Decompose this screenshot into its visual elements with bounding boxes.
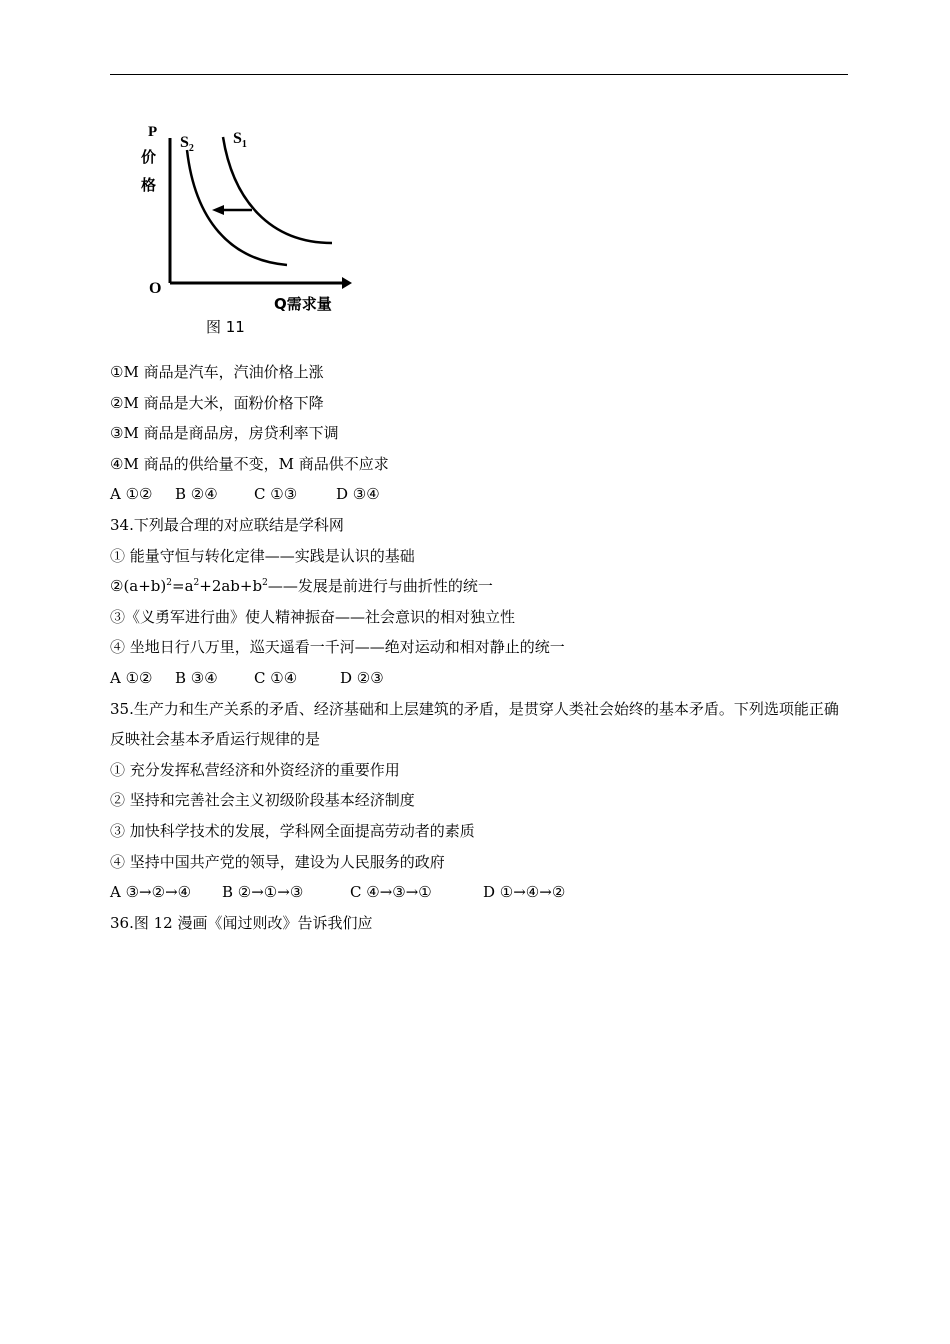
q35-option-c: C ④→③→① xyxy=(350,883,432,902)
q36-stem: 36.图 12 漫画《闻过则改》告诉我们应 xyxy=(110,913,373,932)
q35-stem: 35.生产力和生产关系的矛盾、经济基础和上层建筑的矛盾，是贯穿人类社会始终的基本矛盾。下列选项能正确反映社会基本矛盾运行规律的是 xyxy=(110,699,839,749)
q34-item-1: ① 能量守恒与转化定律——实践是认识的基础 xyxy=(110,546,415,565)
q-axis-label: Q需求量 xyxy=(274,295,332,313)
q33-option-b: B ②④ xyxy=(175,485,218,504)
q35-option-b: B ②→①→③ xyxy=(222,883,304,902)
figure-11-supply-curve xyxy=(140,110,370,340)
figure-caption: 图 11 xyxy=(206,318,245,336)
q35-option-d: D ①→④→② xyxy=(483,883,566,902)
q35-item-2: ② 坚持和完善社会主义初级阶段基本经济制度 xyxy=(110,791,415,810)
header-rule xyxy=(110,74,848,75)
s2-curve xyxy=(187,150,287,265)
question-content xyxy=(110,357,850,938)
s1-curve xyxy=(223,137,332,243)
s2-label: $S_2$ xyxy=(180,134,194,154)
q35-item-1: ① 充分发挥私营经济和外资经济的重要作用 xyxy=(110,760,400,779)
q33-item-4: ④M 商品的供给量不变，M 商品供不应求 xyxy=(110,454,389,473)
q33-options xyxy=(110,479,850,510)
q34-option-c: C ①④ xyxy=(254,668,298,687)
q34-options xyxy=(110,663,850,694)
q34-item-3: ③《义勇军进行曲》使人精神振奋——社会意识的相对独立性 xyxy=(110,607,516,626)
q33-option-a: A ①② xyxy=(110,485,153,504)
q33-option-d: D ③④ xyxy=(336,485,380,504)
price-label-2: 格 xyxy=(141,176,157,194)
q35-item-4: ④ 坚持中国共产党的领导，建设为人民服务的政府 xyxy=(110,852,445,871)
shift-arrow-head xyxy=(212,205,224,215)
q34-option-a: A ①② xyxy=(110,668,153,687)
s1-label: $S_1$ xyxy=(233,130,247,150)
supply-curve-diagram xyxy=(140,110,370,340)
q35-option-a: A ③→②→④ xyxy=(110,883,192,902)
q35-item-3: ③ 加快科学技术的发展，学科网全面提高劳动者的素质 xyxy=(110,821,475,840)
q34-option-b: B ③④ xyxy=(175,668,218,687)
q33-item-2: ②M 商品是大米，面粉价格下降 xyxy=(110,393,324,412)
q34-item-2: $②(a+b)^2=a^2+2ab+b^2——$发展是前进行与曲折性的统一 xyxy=(110,577,493,596)
p-label: P xyxy=(148,124,158,140)
q34-item-4: ④ 坐地日行八万里，巡天遥看一千河——绝对运动和相对静止的统一 xyxy=(110,638,565,657)
q33-item-3: ③M 商品是商品房，房贷利率下调 xyxy=(110,424,339,443)
q33-option-c: C ①③ xyxy=(254,485,298,504)
origin-label: O xyxy=(149,280,162,297)
q34-option-d: D ②③ xyxy=(340,668,384,687)
q35-options xyxy=(110,877,850,908)
price-label-1: 价 xyxy=(141,148,157,166)
q34-stem: 34.下列最合理的对应联结是学科网 xyxy=(110,515,344,534)
x-axis-arrowhead xyxy=(342,277,352,289)
q33-item-1: ①M 商品是汽车，汽油价格上涨 xyxy=(110,363,324,381)
